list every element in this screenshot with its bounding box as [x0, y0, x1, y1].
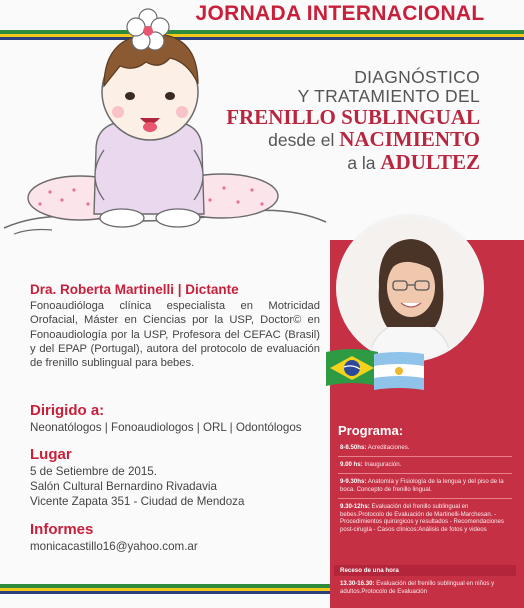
programa-break-label: Receso de una hora — [340, 567, 399, 574]
programa-item — [340, 478, 512, 493]
lugar-date: 5 de Setiembre de 2015. — [30, 465, 157, 478]
programa-item-time: 8-8.50hs: — [340, 444, 367, 451]
header-title: JORNADA INTERNACIONAL — [195, 2, 485, 25]
argentina-flag-icon — [372, 350, 426, 394]
title-line-5 — [196, 151, 480, 174]
programa-item-text: Evaluación del frenillo sublingual en niños y adultos.Protocolo de Evaluación — [340, 580, 495, 595]
programa-item-time: 9-9.30hs: — [340, 478, 367, 485]
programa-divider — [338, 498, 512, 499]
title-line-3: FRENILLO SUBLINGUAL — [226, 104, 480, 129]
programa-divider — [338, 456, 512, 457]
title-line-4-prefix: desde el — [268, 130, 340, 151]
speaker-bio: Fonoaudióloga clínica especialista en Motricidad Orofacial, Máster en Ciencias por la USP, Doctor© en Fonoaudiología por la USP, Profesora del CEFAC (Brasil) y del EPAP (Portugal), autora del protocolo de evaluación de frenillo sublingual para bebes. — [30, 300, 320, 370]
speaker-photo — [336, 214, 484, 362]
title-line-5-strong: ADULTEZ — [380, 150, 480, 175]
programa-item — [340, 461, 512, 469]
title-line-4-strong: NACIMIENTO — [339, 127, 480, 152]
programa-item-text: Evaluación del frenillo sublingual en bebes.Protocolo de Evaluación de Martinelli-Marchesan. - Procedimientos quirúrgicos y resultados - Recomendaciones post-cirugía - Casos clínicos:Análisis de fotos y videos — [340, 503, 504, 533]
title-line-1: DIAGNÓSTICO — [354, 67, 480, 87]
programa-item-text: Acreditaciones. — [367, 444, 410, 451]
informes-email-link[interactable]: monicacastillo16@yahoo.com.ar — [30, 540, 198, 553]
informes-heading: Informes — [30, 521, 94, 538]
programa-break-row — [334, 565, 516, 576]
speaker-name: Dra. Roberta Martinelli | Dictante — [30, 282, 239, 297]
event-title — [196, 68, 480, 174]
dirigido-text: Neonatólogos | Fonoaudiologos | ORL | Odontólogos — [30, 421, 302, 434]
speaker-portrait-image — [339, 217, 481, 359]
programa-item-text: Anatomía y Fisiología de la lengua y del piso de la boca. Concepto de frenillo lingual. — [340, 478, 504, 493]
programa-item-text: Inauguración. — [364, 461, 402, 468]
programa-item-time: 9.00 hs: — [340, 461, 363, 468]
lugar-venue: Salón Cultural Bernardino Rivadavia — [30, 480, 217, 493]
lugar-heading: Lugar — [30, 446, 72, 463]
programa-item — [340, 444, 512, 452]
programa-divider — [338, 473, 512, 474]
title-line-5-prefix: a la — [347, 153, 381, 174]
lugar-address: Vicente Zapata 351 - Ciudad de Mendoza — [30, 495, 245, 508]
title-line-4 — [196, 128, 480, 151]
programa-item-time: 9.30-12hs: — [340, 503, 370, 510]
programa-item — [340, 580, 512, 595]
title-line-2: Y TRATAMIENTO DEL — [297, 85, 480, 106]
programa-item-time: 13.30-16.30: — [340, 580, 375, 587]
programa-heading: Programa: — [338, 423, 404, 438]
bottom-stripe-navy — [0, 591, 330, 594]
dirigido-heading: Dirigido a: — [30, 402, 105, 419]
programa-item — [340, 503, 512, 533]
